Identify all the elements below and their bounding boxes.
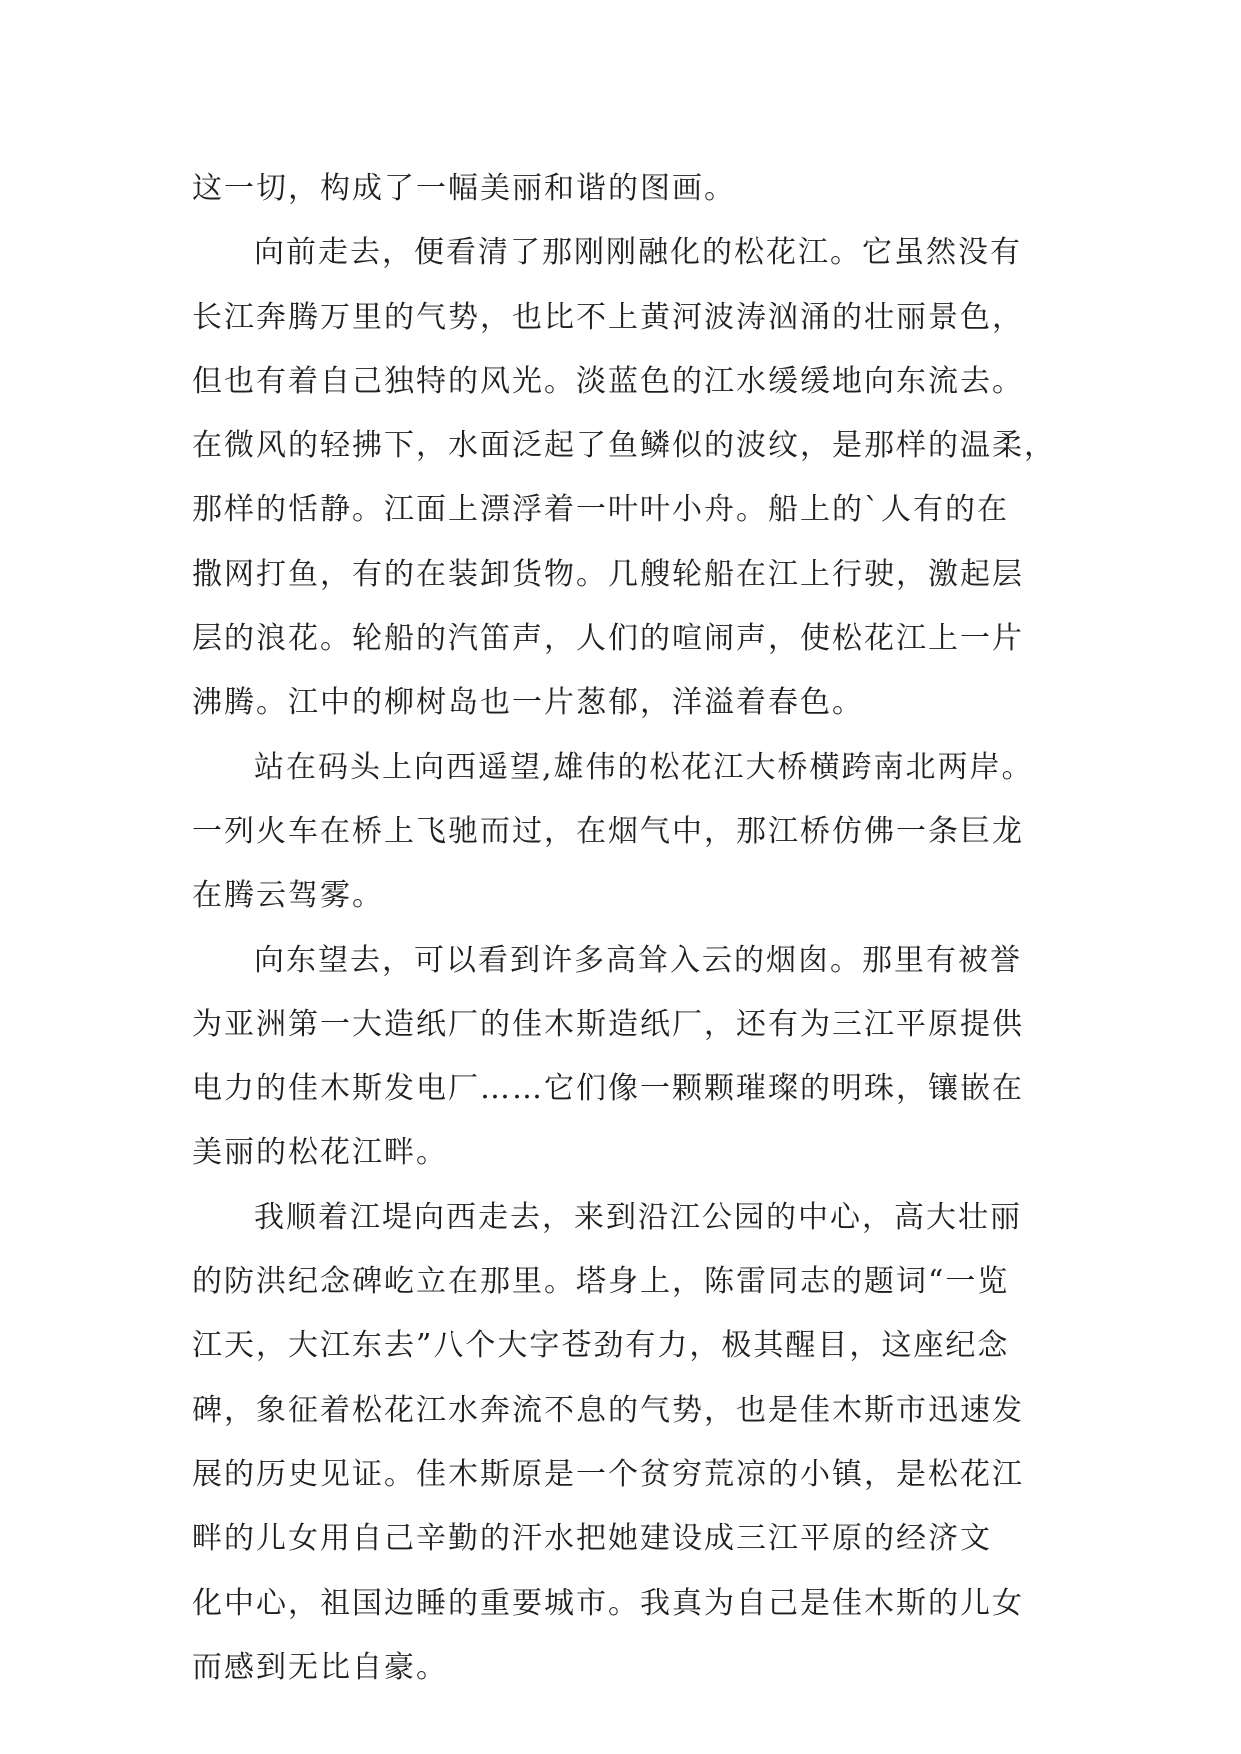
- text-line: 一列火车在桥上飞驰而过，在烟气中，那江桥仿佛一条巨龙: [192, 813, 1024, 849]
- text-line: 在腾云驾雾。: [192, 878, 384, 914]
- text-line: 撒网打鱼，有的在装卸货物。几艘轮船在江上行驶，激起层: [192, 556, 1024, 592]
- text-line: 站在码头上向西遥望,雄伟的松花江大桥横跨南北两岸。: [254, 749, 1034, 785]
- text-line: 江天，大江东去”八个大字苍劲有力，极其醒目，这座纪念: [192, 1328, 1010, 1364]
- text-line: 这一切，构成了一幅美丽和谐的图画。: [192, 171, 736, 206]
- text-line: 化中心，祖国边睡的重要城市。我真为自己是佳木斯的儿女: [192, 1585, 1024, 1621]
- text-line: 美丽的松花江畔。: [192, 1135, 448, 1171]
- text-line: 为亚洲第一大造纸厂的佳木斯造纸厂，还有为三江平原提供: [192, 1006, 1024, 1042]
- text-line: 向东望去，可以看到许多高耸入云的烟囱。那里有被誉: [254, 942, 1022, 978]
- text-line: 那样的恬静。江面上漂浮着一叶叶小舟。船上的`人有的在: [192, 492, 1009, 528]
- text-line: 碑，象征着松花江水奔流不息的气势，也是佳木斯市迅速发: [192, 1392, 1024, 1428]
- text-line: 电力的佳木斯发电厂……它们像一颗颗璀璨的明珠，镶嵌在: [192, 1071, 1024, 1107]
- text-line: 但也有着自己独特的风光。淡蓝色的江水缓缓地向东流去。: [192, 363, 1024, 399]
- text-line: 展的历史见证。佳木斯原是一个贫穷荒凉的小镇，是松花江: [192, 1456, 1024, 1492]
- text-line: 我顺着江堤向西走去，来到沿江公园的中心，高大壮丽: [254, 1199, 1022, 1235]
- text-line: 的防洪纪念碑屹立在那里。塔身上，陈雷同志的题词“一览: [192, 1264, 1010, 1300]
- body-text: [192, 157, 1072, 1700]
- text-line: 畔的儿女用自己辛勤的汗水把她建设成三江平原的经济文: [192, 1521, 992, 1557]
- text-line: 长江奔腾万里的气势，也比不上黄河波涛汹涌的壮丽景色，: [192, 299, 1024, 335]
- text-line: 而感到无比自豪。: [192, 1649, 448, 1685]
- text-line: 在微风的轻拂下，水面泛起了鱼鳞似的波纹，是那样的温柔，: [192, 428, 1056, 464]
- text-line: 沸腾。江中的柳树岛也一片葱郁，洋溢着春色。: [192, 685, 864, 721]
- text-line: 向前走去，便看清了那刚刚融化的松花江。它虽然没有: [254, 235, 1022, 271]
- text-line: 层的浪花。轮船的汽笛声，人们的喧闹声，使松花江上一片: [192, 621, 1024, 657]
